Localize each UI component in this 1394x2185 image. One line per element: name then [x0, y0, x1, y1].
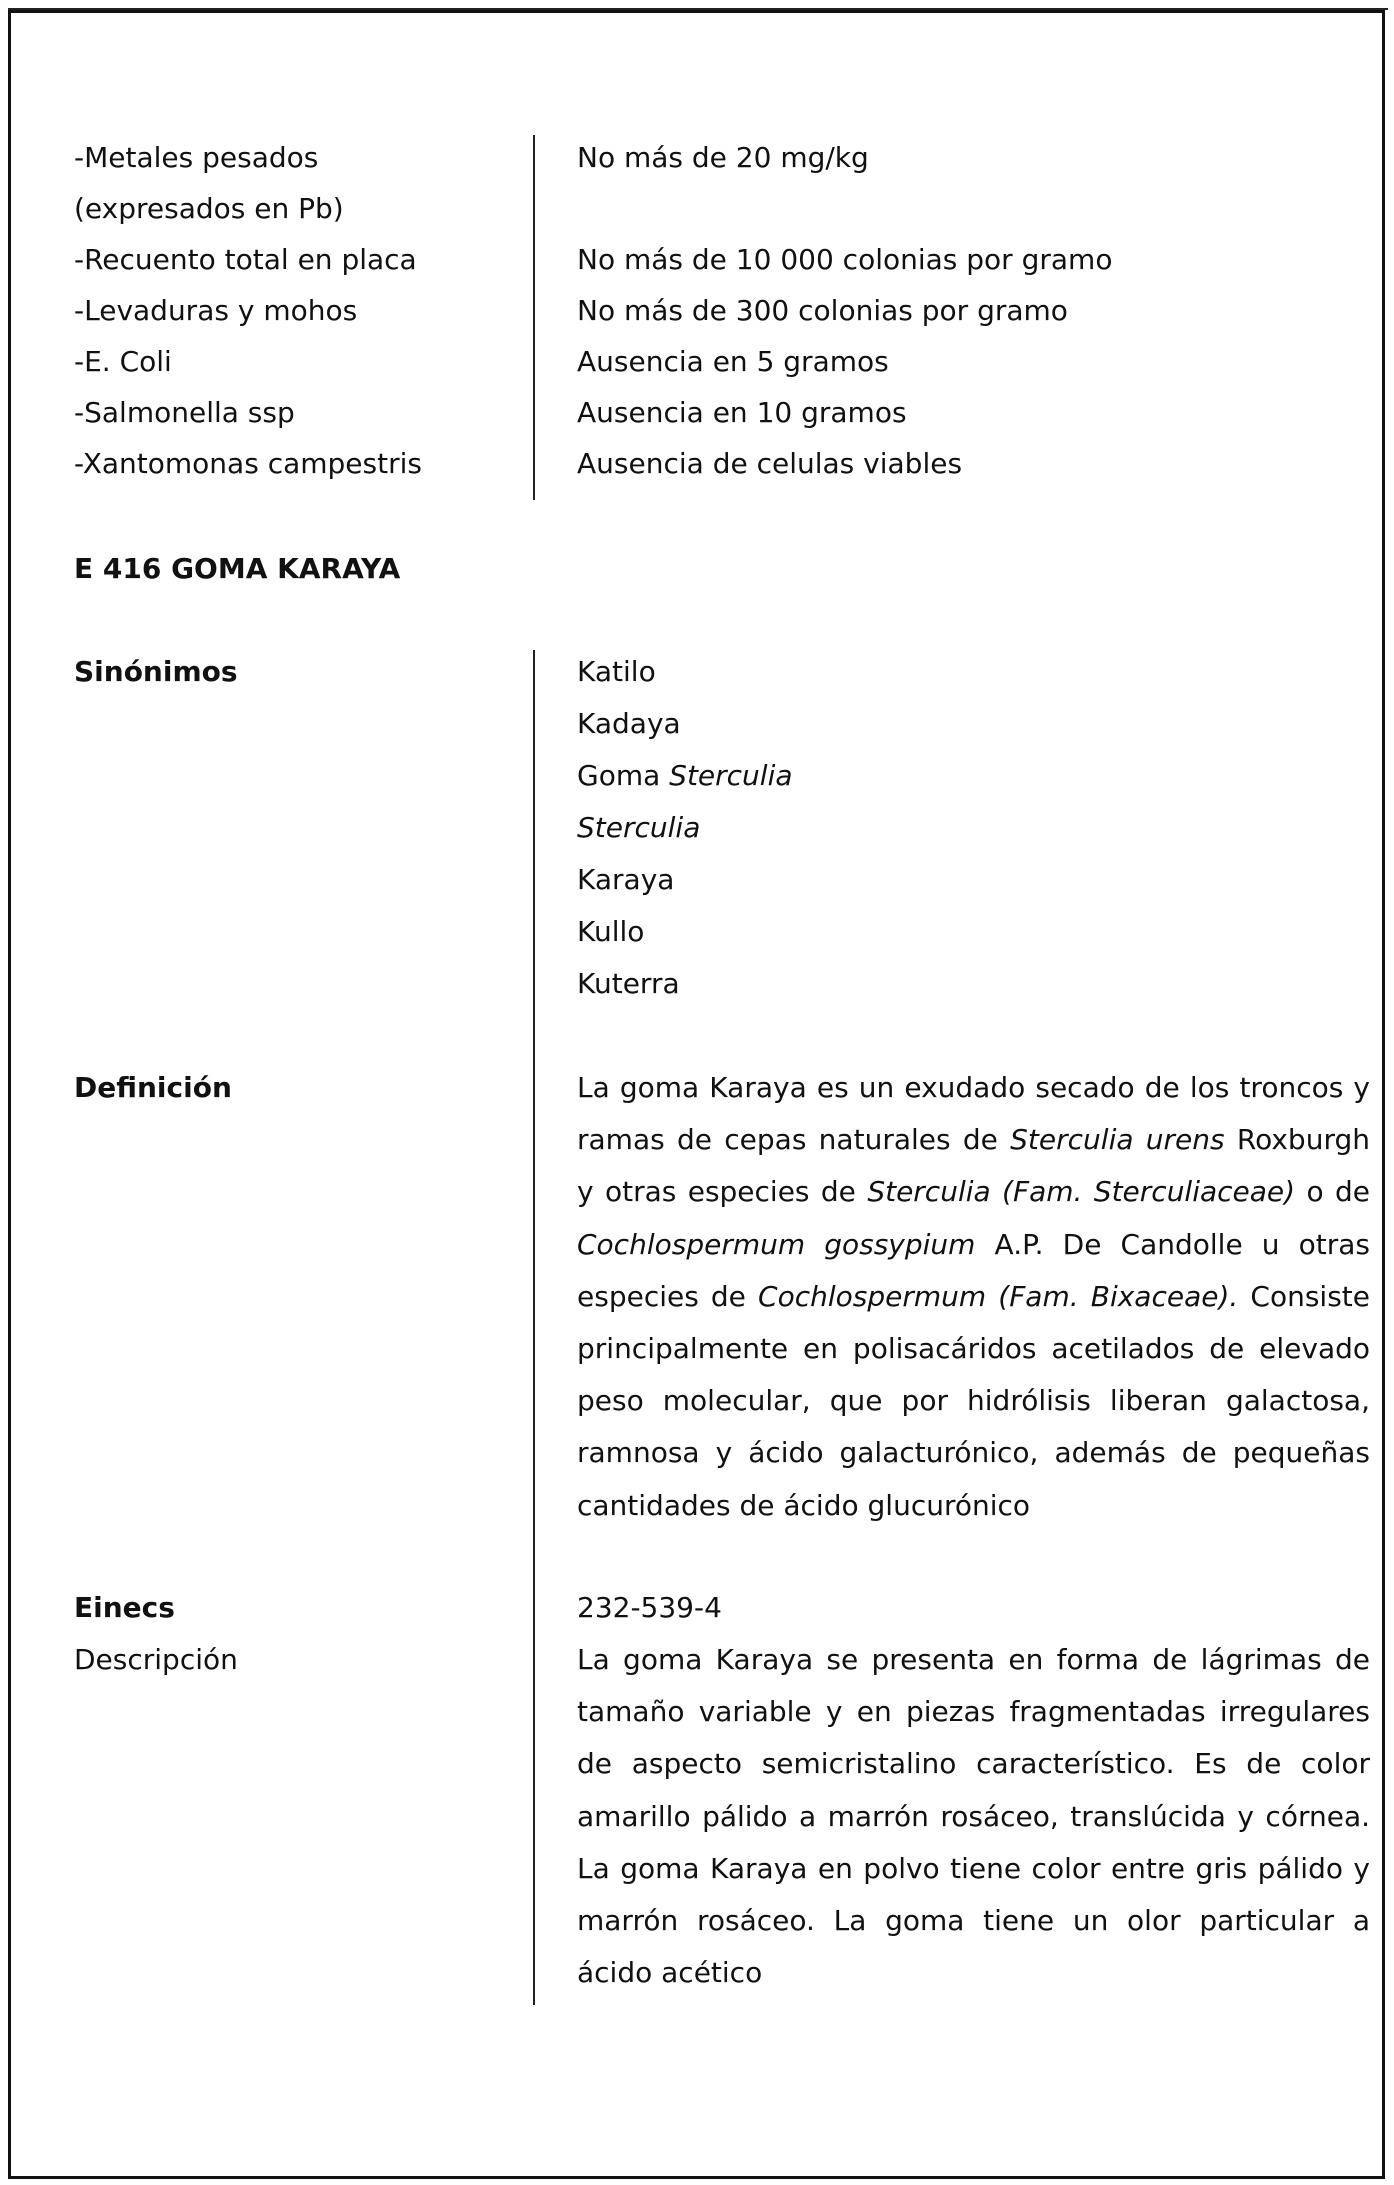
synonym-item: Kullo	[577, 915, 645, 948]
section-title: E 416 GOMA KARAYA	[74, 552, 401, 585]
spec-label: -Metales pesados	[74, 141, 319, 174]
spec-label: -Salmonella ssp	[74, 396, 295, 429]
synonym-item	[577, 750, 793, 802]
spec-value: Ausencia en 5 gramos	[577, 345, 889, 378]
column-divider	[533, 135, 535, 500]
description-text: La goma Karaya se presenta en forma de lágrimas de tamaño variable y en piezas fragmentadas irregulares de aspecto semicristalino característico. Es de color amarillo pálido a marrón rosáceo, translúcida y córnea. La goma Karaya en polvo tiene color entre gris pálido y marrón rosáceo. La goma tiene un olor particular a ácido acético	[577, 1643, 1370, 1990]
definition-segment: o de	[1295, 1175, 1371, 1209]
synonym-item: Kadaya	[577, 707, 681, 740]
einecs-value: 232-539-4	[577, 1591, 722, 1624]
definition-segment: A.P. De Candolle u otras especies de	[577, 1227, 1370, 1313]
definition-segment: La goma Karaya es un exudado secado de los troncos y ramas de cepas naturales de	[577, 1071, 1370, 1157]
definition-italic: Sterculia (Fam. Sterculiaceae)	[867, 1175, 1296, 1209]
spec-label: (expresados en Pb)	[74, 192, 344, 225]
spec-value: Ausencia en 10 gramos	[577, 396, 907, 429]
einecs-label: Einecs	[74, 1591, 175, 1624]
description-label: Descripción	[74, 1643, 238, 1676]
synonyms-label: Sinónimos	[74, 655, 238, 688]
definition-italic: Cochlospermum gossypium	[577, 1227, 976, 1261]
spec-value: No más de 300 colonias por gramo	[577, 294, 1068, 327]
definition-segment: Roxburgh y otras especies de	[577, 1123, 1370, 1209]
spec-value: No más de 20 mg/kg	[577, 141, 869, 174]
spec-value: No más de 10 000 colonias por gramo	[577, 243, 1113, 276]
spec-label: -Levaduras y mohos	[74, 294, 358, 327]
spec-label: -E. Coli	[74, 345, 172, 378]
synonym-item: Sterculia	[577, 811, 701, 844]
definition-italic: Sterculia urens	[1010, 1123, 1225, 1157]
definition-label: Definición	[74, 1071, 232, 1104]
column-divider	[533, 650, 535, 2005]
definition-italic: Cochlospermum (Fam. Bixaceae).	[758, 1279, 1239, 1313]
synonym-italic: Sterculia	[669, 759, 793, 792]
spec-label: -Recuento total en placa	[74, 243, 417, 276]
spec-label: -Xantomonas campestris	[74, 447, 422, 480]
synonym-text: Goma	[577, 759, 670, 792]
definition-text	[577, 1062, 1370, 1532]
synonym-item: Katilo	[577, 655, 656, 688]
synonym-item: Karaya	[577, 863, 675, 896]
synonym-item: Kuterra	[577, 967, 680, 1000]
definition-segment: Consiste principalmente en polisacáridos acetilados de elevado peso molecular, que por hidrólisis liberan galactosa, ramnosa y ácido galacturónico, además de pequeñas cantidades de ácido glucurónico	[577, 1279, 1370, 1522]
spec-value: Ausencia de celulas viables	[577, 447, 963, 480]
